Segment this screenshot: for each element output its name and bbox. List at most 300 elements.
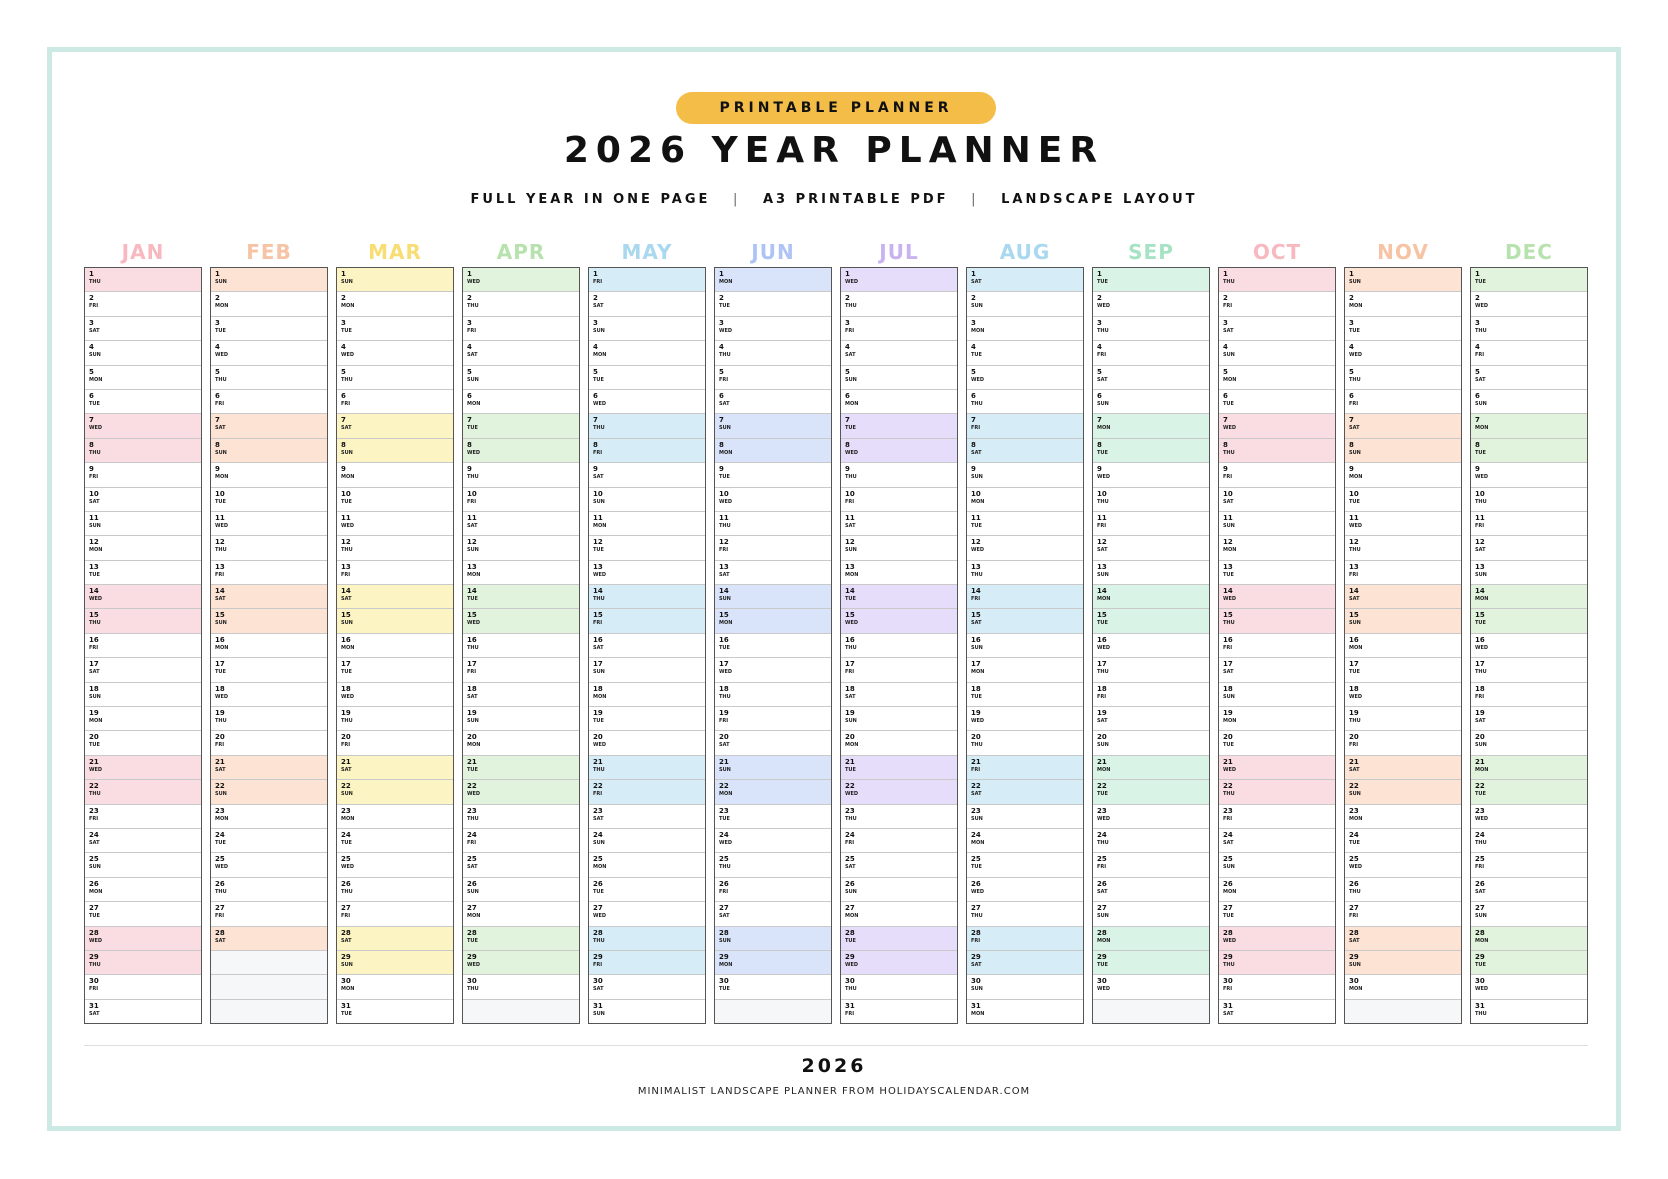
day-cell[interactable]	[841, 853, 957, 877]
day-cell[interactable]	[1471, 292, 1587, 316]
day-cell[interactable]	[1471, 1000, 1587, 1023]
day-cell[interactable]	[967, 585, 1083, 609]
day-cell[interactable]	[463, 634, 579, 658]
day-cell[interactable]	[715, 756, 831, 780]
day-cell[interactable]	[337, 561, 453, 585]
day-cell[interactable]	[589, 853, 705, 877]
day-cell[interactable]	[211, 902, 327, 926]
day-cell[interactable]	[85, 512, 201, 536]
day-cell[interactable]	[337, 609, 453, 633]
day-cell[interactable]	[1219, 853, 1335, 877]
day-cell[interactable]	[1093, 805, 1209, 829]
day-cell[interactable]	[463, 902, 579, 926]
day-cell[interactable]	[211, 366, 327, 390]
day-cell[interactable]	[841, 609, 957, 633]
day-cell[interactable]	[1219, 829, 1335, 853]
day-cell[interactable]	[715, 268, 831, 292]
day-cell[interactable]	[1345, 805, 1461, 829]
day-cell[interactable]	[1345, 658, 1461, 682]
day-cell[interactable]	[211, 927, 327, 951]
day-cell[interactable]	[1219, 683, 1335, 707]
day-cell[interactable]	[589, 585, 705, 609]
day-cell[interactable]	[85, 780, 201, 804]
day-cell[interactable]	[715, 707, 831, 731]
day-cell[interactable]	[589, 512, 705, 536]
day-cell[interactable]	[1471, 463, 1587, 487]
day-cell[interactable]	[1219, 463, 1335, 487]
day-cell[interactable]	[1345, 536, 1461, 560]
day-cell[interactable]	[463, 756, 579, 780]
day-cell[interactable]	[1345, 292, 1461, 316]
day-cell[interactable]	[85, 561, 201, 585]
day-cell[interactable]	[85, 341, 201, 365]
day-cell[interactable]	[1345, 609, 1461, 633]
day-cell[interactable]	[1345, 463, 1461, 487]
day-cell[interactable]	[841, 585, 957, 609]
day-cell[interactable]	[1471, 658, 1587, 682]
day-cell[interactable]	[337, 683, 453, 707]
day-cell[interactable]	[841, 439, 957, 463]
day-cell[interactable]	[1345, 902, 1461, 926]
day-cell[interactable]	[337, 902, 453, 926]
day-cell[interactable]	[715, 488, 831, 512]
day-cell[interactable]	[1093, 414, 1209, 438]
day-cell[interactable]	[841, 292, 957, 316]
day-cell[interactable]	[841, 805, 957, 829]
day-cell[interactable]	[1345, 829, 1461, 853]
day-cell[interactable]	[1219, 488, 1335, 512]
day-cell[interactable]	[1345, 561, 1461, 585]
day-cell[interactable]	[967, 634, 1083, 658]
day-cell[interactable]	[1219, 731, 1335, 755]
day-cell[interactable]	[1471, 317, 1587, 341]
day-cell[interactable]	[1093, 561, 1209, 585]
day-cell[interactable]	[1219, 927, 1335, 951]
day-cell[interactable]	[841, 561, 957, 585]
day-cell[interactable]	[715, 390, 831, 414]
day-cell[interactable]	[1345, 439, 1461, 463]
day-cell[interactable]	[211, 683, 327, 707]
day-cell[interactable]	[589, 1000, 705, 1023]
day-cell[interactable]	[1345, 878, 1461, 902]
day-cell[interactable]	[1345, 756, 1461, 780]
day-cell[interactable]	[841, 463, 957, 487]
day-cell[interactable]	[967, 731, 1083, 755]
day-cell[interactable]	[85, 707, 201, 731]
day-cell[interactable]	[211, 561, 327, 585]
day-cell[interactable]	[1471, 756, 1587, 780]
day-cell[interactable]	[1093, 512, 1209, 536]
day-cell[interactable]	[715, 634, 831, 658]
day-cell[interactable]	[463, 609, 579, 633]
day-cell[interactable]	[337, 731, 453, 755]
day-cell[interactable]	[715, 561, 831, 585]
day-cell[interactable]	[211, 512, 327, 536]
day-cell[interactable]	[337, 366, 453, 390]
day-cell[interactable]	[1093, 390, 1209, 414]
day-cell[interactable]	[211, 488, 327, 512]
day-cell[interactable]	[1219, 292, 1335, 316]
day-cell[interactable]	[589, 878, 705, 902]
day-cell[interactable]	[211, 707, 327, 731]
day-cell[interactable]	[463, 780, 579, 804]
day-cell[interactable]	[1093, 707, 1209, 731]
day-cell[interactable]	[463, 439, 579, 463]
day-cell[interactable]	[589, 463, 705, 487]
day-cell[interactable]	[1093, 902, 1209, 926]
day-cell[interactable]	[1471, 731, 1587, 755]
day-cell[interactable]	[589, 658, 705, 682]
day-cell[interactable]	[85, 609, 201, 633]
day-cell[interactable]	[1471, 829, 1587, 853]
day-cell[interactable]	[1219, 634, 1335, 658]
day-cell[interactable]	[841, 927, 957, 951]
day-cell[interactable]	[1345, 951, 1461, 975]
day-cell[interactable]	[715, 317, 831, 341]
day-cell[interactable]	[715, 683, 831, 707]
day-cell[interactable]	[463, 951, 579, 975]
day-cell[interactable]	[85, 902, 201, 926]
day-cell[interactable]	[1093, 853, 1209, 877]
day-cell[interactable]	[1093, 463, 1209, 487]
day-cell[interactable]	[715, 829, 831, 853]
day-cell[interactable]	[463, 658, 579, 682]
day-cell[interactable]	[85, 366, 201, 390]
day-cell[interactable]	[211, 609, 327, 633]
day-cell[interactable]	[1219, 366, 1335, 390]
day-cell[interactable]	[211, 536, 327, 560]
day-cell[interactable]	[1471, 439, 1587, 463]
day-cell[interactable]	[1345, 634, 1461, 658]
day-cell[interactable]	[1093, 780, 1209, 804]
day-cell[interactable]	[85, 268, 201, 292]
day-cell[interactable]	[1471, 536, 1587, 560]
day-cell[interactable]	[715, 439, 831, 463]
day-cell[interactable]	[211, 780, 327, 804]
day-cell[interactable]	[589, 561, 705, 585]
day-cell[interactable]	[1219, 707, 1335, 731]
day-cell[interactable]	[715, 609, 831, 633]
day-cell[interactable]	[85, 683, 201, 707]
day-cell[interactable]	[1093, 975, 1209, 999]
day-cell[interactable]	[85, 975, 201, 999]
day-cell[interactable]	[211, 268, 327, 292]
day-cell[interactable]	[967, 292, 1083, 316]
day-cell[interactable]	[589, 634, 705, 658]
day-cell[interactable]	[967, 780, 1083, 804]
day-cell[interactable]	[463, 878, 579, 902]
day-cell[interactable]	[715, 463, 831, 487]
day-cell[interactable]	[715, 512, 831, 536]
day-cell[interactable]	[1471, 390, 1587, 414]
day-cell[interactable]	[967, 439, 1083, 463]
day-cell[interactable]	[85, 488, 201, 512]
day-cell[interactable]	[463, 707, 579, 731]
day-cell[interactable]	[589, 536, 705, 560]
day-cell[interactable]	[967, 878, 1083, 902]
day-cell[interactable]	[463, 463, 579, 487]
day-cell[interactable]	[463, 292, 579, 316]
day-cell[interactable]	[1093, 488, 1209, 512]
day-cell[interactable]	[463, 536, 579, 560]
day-cell[interactable]	[1345, 512, 1461, 536]
day-cell[interactable]	[1219, 585, 1335, 609]
day-cell[interactable]	[589, 780, 705, 804]
day-cell[interactable]	[841, 414, 957, 438]
day-cell[interactable]	[1219, 902, 1335, 926]
day-cell[interactable]	[589, 829, 705, 853]
day-cell[interactable]	[1093, 634, 1209, 658]
day-cell[interactable]	[967, 951, 1083, 975]
day-cell[interactable]	[211, 439, 327, 463]
day-cell[interactable]	[337, 707, 453, 731]
day-cell[interactable]	[1219, 658, 1335, 682]
day-cell[interactable]	[337, 292, 453, 316]
day-cell[interactable]	[1345, 390, 1461, 414]
day-cell[interactable]	[463, 512, 579, 536]
day-cell[interactable]	[463, 390, 579, 414]
day-cell[interactable]	[211, 658, 327, 682]
day-cell[interactable]	[85, 414, 201, 438]
day-cell[interactable]	[841, 829, 957, 853]
day-cell[interactable]	[589, 951, 705, 975]
day-cell[interactable]	[337, 780, 453, 804]
day-cell[interactable]	[589, 414, 705, 438]
day-cell[interactable]	[841, 341, 957, 365]
day-cell[interactable]	[211, 634, 327, 658]
day-cell[interactable]	[85, 317, 201, 341]
day-cell[interactable]	[85, 878, 201, 902]
day-cell[interactable]	[589, 756, 705, 780]
day-cell[interactable]	[1345, 585, 1461, 609]
day-cell[interactable]	[85, 805, 201, 829]
day-cell[interactable]	[1345, 414, 1461, 438]
day-cell[interactable]	[337, 463, 453, 487]
day-cell[interactable]	[1345, 975, 1461, 999]
day-cell[interactable]	[337, 829, 453, 853]
day-cell[interactable]	[211, 414, 327, 438]
day-cell[interactable]	[841, 268, 957, 292]
day-cell[interactable]	[1093, 731, 1209, 755]
day-cell[interactable]	[841, 512, 957, 536]
day-cell[interactable]	[589, 683, 705, 707]
day-cell[interactable]	[1471, 561, 1587, 585]
day-cell[interactable]	[463, 927, 579, 951]
day-cell[interactable]	[589, 975, 705, 999]
day-cell[interactable]	[841, 634, 957, 658]
day-cell[interactable]	[589, 707, 705, 731]
day-cell[interactable]	[85, 1000, 201, 1023]
day-cell[interactable]	[589, 268, 705, 292]
day-cell[interactable]	[337, 512, 453, 536]
day-cell[interactable]	[589, 488, 705, 512]
day-cell[interactable]	[1093, 292, 1209, 316]
day-cell[interactable]	[589, 731, 705, 755]
day-cell[interactable]	[337, 585, 453, 609]
day-cell[interactable]	[1093, 829, 1209, 853]
day-cell[interactable]	[1219, 561, 1335, 585]
day-cell[interactable]	[841, 366, 957, 390]
day-cell[interactable]	[1093, 317, 1209, 341]
day-cell[interactable]	[1219, 609, 1335, 633]
day-cell[interactable]	[589, 609, 705, 633]
day-cell[interactable]	[967, 366, 1083, 390]
day-cell[interactable]	[337, 634, 453, 658]
day-cell[interactable]	[463, 366, 579, 390]
day-cell[interactable]	[211, 853, 327, 877]
day-cell[interactable]	[1471, 512, 1587, 536]
day-cell[interactable]	[967, 561, 1083, 585]
day-cell[interactable]	[841, 780, 957, 804]
day-cell[interactable]	[211, 292, 327, 316]
day-cell[interactable]	[463, 268, 579, 292]
day-cell[interactable]	[715, 805, 831, 829]
day-cell[interactable]	[1093, 951, 1209, 975]
day-cell[interactable]	[967, 463, 1083, 487]
day-cell[interactable]	[1471, 609, 1587, 633]
day-cell[interactable]	[463, 853, 579, 877]
day-cell[interactable]	[1471, 780, 1587, 804]
day-cell[interactable]	[1219, 1000, 1335, 1023]
day-cell[interactable]	[589, 927, 705, 951]
day-cell[interactable]	[1219, 317, 1335, 341]
day-cell[interactable]	[715, 927, 831, 951]
day-cell[interactable]	[1471, 341, 1587, 365]
day-cell[interactable]	[1345, 780, 1461, 804]
day-cell[interactable]	[1471, 853, 1587, 877]
day-cell[interactable]	[1219, 268, 1335, 292]
day-cell[interactable]	[211, 463, 327, 487]
day-cell[interactable]	[715, 658, 831, 682]
day-cell[interactable]	[715, 731, 831, 755]
day-cell[interactable]	[1093, 439, 1209, 463]
day-cell[interactable]	[85, 536, 201, 560]
day-cell[interactable]	[211, 805, 327, 829]
day-cell[interactable]	[463, 317, 579, 341]
day-cell[interactable]	[1093, 756, 1209, 780]
day-cell[interactable]	[1471, 268, 1587, 292]
day-cell[interactable]	[841, 756, 957, 780]
day-cell[interactable]	[967, 853, 1083, 877]
day-cell[interactable]	[1345, 683, 1461, 707]
day-cell[interactable]	[337, 1000, 453, 1023]
day-cell[interactable]	[1093, 609, 1209, 633]
day-cell[interactable]	[1471, 488, 1587, 512]
day-cell[interactable]	[337, 756, 453, 780]
day-cell[interactable]	[1219, 341, 1335, 365]
day-cell[interactable]	[1093, 683, 1209, 707]
day-cell[interactable]	[967, 341, 1083, 365]
day-cell[interactable]	[967, 829, 1083, 853]
day-cell[interactable]	[1219, 536, 1335, 560]
day-cell[interactable]	[715, 878, 831, 902]
day-cell[interactable]	[589, 366, 705, 390]
day-cell[interactable]	[1219, 414, 1335, 438]
day-cell[interactable]	[967, 927, 1083, 951]
day-cell[interactable]	[1093, 341, 1209, 365]
day-cell[interactable]	[1345, 341, 1461, 365]
day-cell[interactable]	[841, 536, 957, 560]
day-cell[interactable]	[715, 902, 831, 926]
day-cell[interactable]	[1093, 268, 1209, 292]
day-cell[interactable]	[85, 292, 201, 316]
day-cell[interactable]	[1345, 366, 1461, 390]
day-cell[interactable]	[1471, 878, 1587, 902]
day-cell[interactable]	[967, 683, 1083, 707]
day-cell[interactable]	[715, 292, 831, 316]
day-cell[interactable]	[589, 292, 705, 316]
day-cell[interactable]	[337, 341, 453, 365]
day-cell[interactable]	[967, 488, 1083, 512]
day-cell[interactable]	[715, 341, 831, 365]
day-cell[interactable]	[1093, 585, 1209, 609]
day-cell[interactable]	[337, 927, 453, 951]
day-cell[interactable]	[1219, 975, 1335, 999]
day-cell[interactable]	[841, 1000, 957, 1023]
day-cell[interactable]	[1345, 707, 1461, 731]
day-cell[interactable]	[967, 390, 1083, 414]
day-cell[interactable]	[1345, 268, 1461, 292]
day-cell[interactable]	[715, 366, 831, 390]
day-cell[interactable]	[1471, 975, 1587, 999]
day-cell[interactable]	[85, 927, 201, 951]
day-cell[interactable]	[211, 390, 327, 414]
day-cell[interactable]	[337, 951, 453, 975]
day-cell[interactable]	[1471, 683, 1587, 707]
day-cell[interactable]	[715, 853, 831, 877]
day-cell[interactable]	[1471, 634, 1587, 658]
day-cell[interactable]	[463, 805, 579, 829]
day-cell[interactable]	[841, 390, 957, 414]
day-cell[interactable]	[1471, 585, 1587, 609]
day-cell[interactable]	[211, 829, 327, 853]
day-cell[interactable]	[85, 585, 201, 609]
day-cell[interactable]	[85, 463, 201, 487]
day-cell[interactable]	[967, 512, 1083, 536]
day-cell[interactable]	[463, 414, 579, 438]
day-cell[interactable]	[337, 488, 453, 512]
day-cell[interactable]	[211, 756, 327, 780]
day-cell[interactable]	[211, 317, 327, 341]
day-cell[interactable]	[1219, 512, 1335, 536]
day-cell[interactable]	[85, 390, 201, 414]
day-cell[interactable]	[337, 317, 453, 341]
day-cell[interactable]	[967, 756, 1083, 780]
day-cell[interactable]	[967, 975, 1083, 999]
day-cell[interactable]	[1093, 536, 1209, 560]
day-cell[interactable]	[337, 414, 453, 438]
day-cell[interactable]	[1219, 756, 1335, 780]
day-cell[interactable]	[841, 878, 957, 902]
day-cell[interactable]	[463, 561, 579, 585]
day-cell[interactable]	[715, 536, 831, 560]
day-cell[interactable]	[1093, 366, 1209, 390]
day-cell[interactable]	[337, 390, 453, 414]
day-cell[interactable]	[85, 829, 201, 853]
day-cell[interactable]	[1471, 707, 1587, 731]
day-cell[interactable]	[589, 390, 705, 414]
day-cell[interactable]	[337, 268, 453, 292]
day-cell[interactable]	[1471, 414, 1587, 438]
day-cell[interactable]	[337, 658, 453, 682]
day-cell[interactable]	[1471, 805, 1587, 829]
day-cell[interactable]	[589, 902, 705, 926]
day-cell[interactable]	[715, 951, 831, 975]
day-cell[interactable]	[841, 658, 957, 682]
day-cell[interactable]	[967, 536, 1083, 560]
day-cell[interactable]	[337, 878, 453, 902]
day-cell[interactable]	[85, 756, 201, 780]
